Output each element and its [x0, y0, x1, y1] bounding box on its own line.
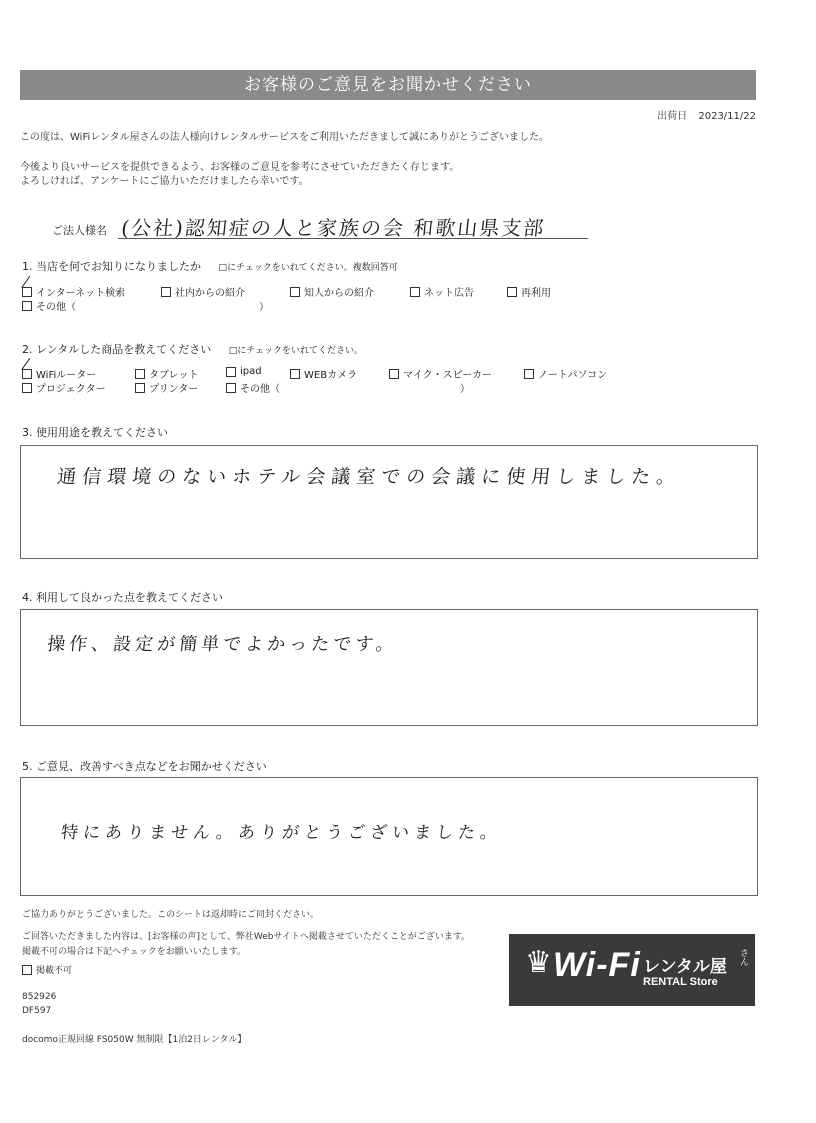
answer-3-text: 通信環境のないホテル会議室での会議に使用しました。 — [56, 466, 683, 488]
no-publish-option[interactable]: 掲載不可 — [22, 963, 72, 976]
checkbox[interactable] — [507, 287, 517, 297]
corp-name-label: ご法人様名 — [52, 224, 107, 237]
answer-box-4[interactable] — [20, 609, 758, 726]
intro-line-3: よろしければ、アンケートにご協力いただけましたら幸いです。 — [20, 176, 309, 187]
q1-other-close: ） — [259, 302, 269, 313]
wifi-rental-store-logo — [509, 934, 755, 1006]
intro-line-1: この度は、WiFiレンタル屋さんの法人様向けレンタルサービスをご利用いただきまして誠にありがとうございました。 — [20, 132, 549, 143]
answer-5-text: 特にありません。ありがとうございました。 — [60, 823, 504, 843]
checkbox[interactable] — [135, 383, 145, 393]
order-code-2: DF597 — [22, 1006, 52, 1016]
footer-publish-instruction: 掲載不可の場合は下記へチェックをお願いいたします。 — [22, 947, 247, 957]
checkbox[interactable] — [226, 367, 236, 377]
question-2 — [22, 341, 363, 357]
checkbox[interactable] — [524, 369, 534, 379]
q1-option-internal-referral[interactable]: 社内からの紹介 — [161, 284, 245, 299]
footer-thanks: ご協力ありがとうございました。このシートは返却時にご同封ください。 — [22, 910, 320, 920]
checkbox[interactable] — [22, 965, 32, 975]
logo-san-text: さん — [738, 948, 748, 966]
question-1-title: 1. 当店を何でお知りになりましたか — [22, 260, 201, 273]
question-1 — [22, 258, 398, 274]
question-5-title: 5. ご意見、改善すべき点などをお聞かせください — [22, 760, 267, 773]
logo-en-text: RENTAL Store — [643, 976, 718, 988]
q2-option-projector[interactable]: プロジェクター — [22, 380, 106, 395]
q1-option-other[interactable]: その他（ — [22, 298, 76, 313]
logo-jp-text: レンタル屋 — [643, 957, 727, 977]
checkbox[interactable] — [135, 369, 145, 379]
q1-option-internet-search[interactable]: インターネット検索 — [22, 284, 125, 299]
checkbox[interactable] — [389, 369, 399, 379]
q2-option-mic-speaker[interactable]: マイク・スピーカー — [389, 366, 492, 381]
question-3-title: 3. 使用用途を教えてください — [22, 426, 168, 439]
page-title: お客様のご意見をお聞かせください — [20, 70, 756, 100]
rental-plan: docomo正規回線 FS050W 無制限【1泊2日レンタル】 — [22, 1035, 247, 1045]
ship-date-value: 2023/11/22 — [698, 111, 756, 122]
q2-option-other[interactable]: その他（ — [226, 380, 280, 395]
corp-name-value[interactable]: (公社)認知症の人と家族の会 和歌山県支部 — [120, 216, 547, 240]
answer-4-text: 操作、設定が簡単でよかったです。 — [46, 634, 399, 655]
checkbox[interactable] — [22, 383, 32, 393]
checkbox-checked[interactable] — [22, 369, 32, 379]
question-1-note: □にチェックをいれてください。複数回答可 — [218, 263, 398, 273]
logo-wifi-text: Wi-Fi — [553, 946, 641, 984]
intro-line-2: 今後より良いサービスを提供できるよう、お客様のご意見を参考にさせていただきたく存じます。 — [20, 162, 460, 173]
crown-icon: ♛ — [525, 945, 552, 980]
question-4-title: 4. 利用して良かった点を教えてください — [22, 591, 223, 604]
ship-date — [649, 107, 756, 122]
q2-option-tablet[interactable]: タブレット — [135, 366, 199, 381]
checkbox[interactable] — [290, 287, 300, 297]
footer-publish-notice: ご回答いただきました内容は、[お客様の声]として、弊社Webサイトへ掲載させていただくことがございます。 — [22, 932, 471, 942]
q1-option-reuse[interactable]: 再利用 — [507, 284, 551, 299]
checkbox[interactable] — [22, 301, 32, 311]
ship-date-label: 出荷日 — [657, 111, 688, 122]
order-code-1: 852926 — [22, 992, 57, 1002]
question-2-title: 2. レンタルした商品を教えてください — [22, 343, 212, 356]
checkbox[interactable] — [226, 383, 236, 393]
checkbox[interactable] — [290, 369, 300, 379]
checkbox[interactable] — [161, 287, 171, 297]
checkbox-checked[interactable] — [22, 287, 32, 297]
checkbox[interactable] — [410, 287, 420, 297]
q1-option-web-ad[interactable]: ネット広告 — [410, 284, 474, 299]
q1-option-acquaintance[interactable]: 知人からの紹介 — [290, 284, 374, 299]
q2-option-printer[interactable]: プリンター — [135, 380, 198, 395]
q2-option-wifi-router[interactable]: WiFiルーター — [22, 366, 96, 381]
q2-option-ipad[interactable]: ipad — [226, 366, 262, 377]
q2-option-notebook-pc[interactable]: ノートパソコン — [524, 366, 607, 381]
question-2-note: □にチェックをいれてください。 — [228, 346, 364, 356]
q2-other-close: ） — [460, 384, 470, 395]
q2-option-web-camera[interactable]: WEBカメラ — [290, 366, 357, 381]
